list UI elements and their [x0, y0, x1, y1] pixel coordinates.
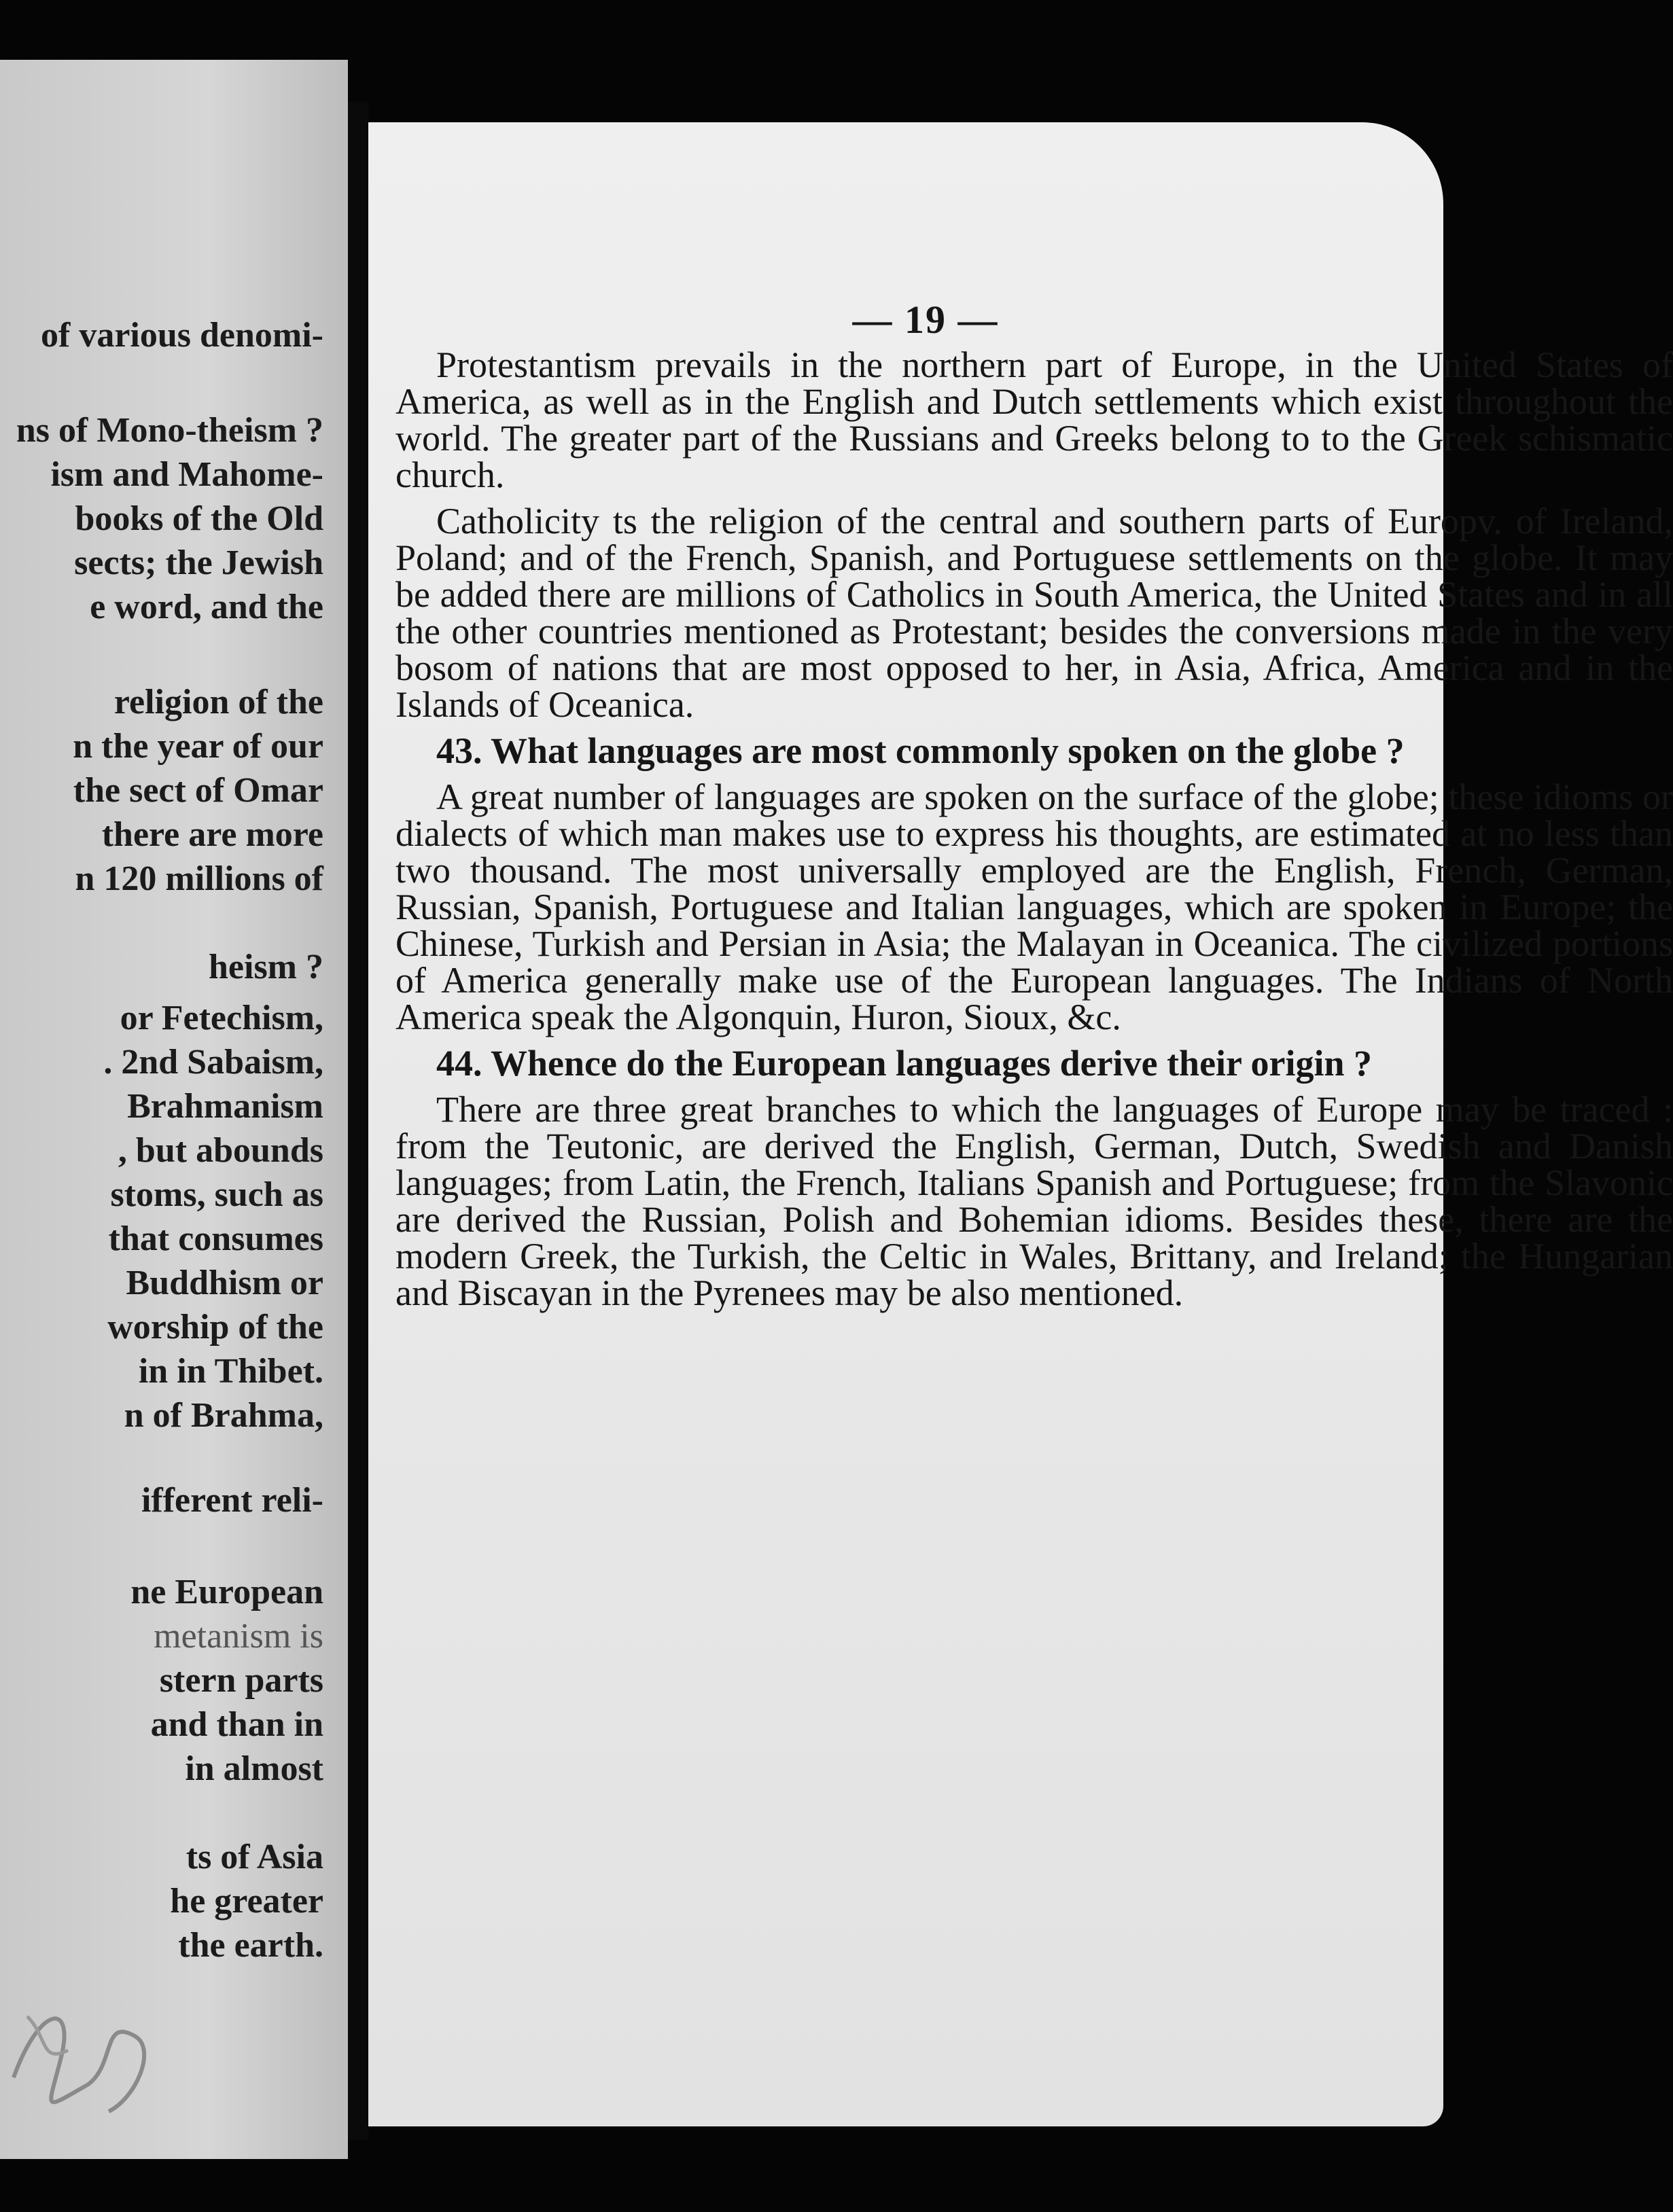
left-line: stoms, such as — [110, 1175, 323, 1214]
left-line: there are more — [101, 815, 323, 854]
left-line: books of the Old — [75, 499, 323, 538]
left-page-fragment — [0, 60, 348, 2159]
left-line: . 2nd Sabaism, — [103, 1043, 323, 1082]
paragraph-protestantism: Protestantism prevails in the northern part of Europe, in the United States of America, as well as in the English and Dutch settlements which exist throughout the world. The greater part of the Russians and Greeks belong to to the Greek schismatic church. — [395, 344, 1673, 495]
left-line: religion of the — [113, 683, 323, 721]
left-line: heism ? — [209, 948, 323, 986]
handwritten-scribble — [0, 1976, 163, 2125]
left-line: and than in — [150, 1705, 323, 1744]
left-line: the sect of Omar — [73, 771, 323, 810]
right-page — [368, 122, 1673, 2126]
left-line: in in Thibet. — [138, 1352, 323, 1391]
left-line: the earth. — [178, 1926, 323, 1965]
left-line: ism and Mahome- — [50, 455, 323, 494]
question-44: 44. Whence do the European languages derive their origin ? — [436, 1043, 1373, 1084]
left-line: sects; the Jewish — [74, 543, 323, 582]
paragraph-catholicity: Catholicity ts the religion of the central and southern parts of Europv. of Ireland, Poland; and of the French, Spanish, and Portuguese settlements on the globe. It may be added there are millions of Catholics in South America, the United States and in all the other countries mentioned as Protestant; besides the conversions made in the very bosom of nations that are most opposed to her, in Asia, Africa, America and in the Islands of Oceanica. — [395, 501, 1673, 725]
answer-43: A great number of languages are spoken on the surface of the globe; these idioms or dialects of which man makes use to express his thoughts, are estimated at no less than two thousand. The most universally employed are the English, French, German, Russian, Spanish, Portuguese and Italian languages, which are spoken in Europe; the Chinese, Turkish and Persian in Asia; the Malayan in Oceanica. The civilized portions of America generally make use of the European languages. The Indians of North America speak the Algonquin, Huron, Sioux, &c. — [395, 777, 1673, 1037]
left-line: of various denomi- — [41, 316, 323, 355]
left-line: Brahmanism — [127, 1087, 323, 1126]
left-line: n of Brahma, — [124, 1396, 323, 1435]
left-line: e word, and the — [90, 588, 323, 626]
left-line: ifferent reli- — [141, 1481, 323, 1520]
question-43: 43. What languages are most commonly spoken on the globe ? — [436, 730, 1405, 771]
left-line: ns of Mono-theism ? — [16, 411, 323, 450]
left-line: worship of the — [107, 1308, 323, 1346]
book-gutter — [348, 102, 368, 2140]
answer-44: There are three great branches to which the languages of Europe may be traced : from the Teutonic, are derived the English, German, Dutch, Swedish and Danish languages; from Latin, the French, Italians Spanish and Portuguese; from the Slavonic are derived the Russian, Polish and Bohemian idioms. Besides these, there are the modern Greek, the Turkish, the Celtic in Wales, Brittany, and Ireland; the Hungarian and Biscayan in the Pyrenees may be also mentioned. — [395, 1089, 1673, 1313]
page-body — [395, 346, 1673, 1321]
left-line: , but abounds — [118, 1131, 323, 1170]
page-number: — 19 — — [852, 298, 999, 342]
left-line: ne European — [130, 1573, 323, 1611]
left-line: n 120 millions of — [75, 859, 323, 898]
left-line: he greater — [170, 1882, 323, 1921]
left-line: n the year of our — [73, 727, 323, 766]
left-line: metanism is — [154, 1617, 323, 1656]
left-line: that consumes — [108, 1219, 323, 1258]
left-line: ts of Asia — [186, 1838, 323, 1876]
left-line: in almost — [185, 1749, 323, 1788]
left-line: stern parts — [159, 1661, 323, 1700]
left-line: or Fetechism, — [120, 999, 323, 1037]
left-line: Buddhism or — [126, 1264, 323, 1302]
